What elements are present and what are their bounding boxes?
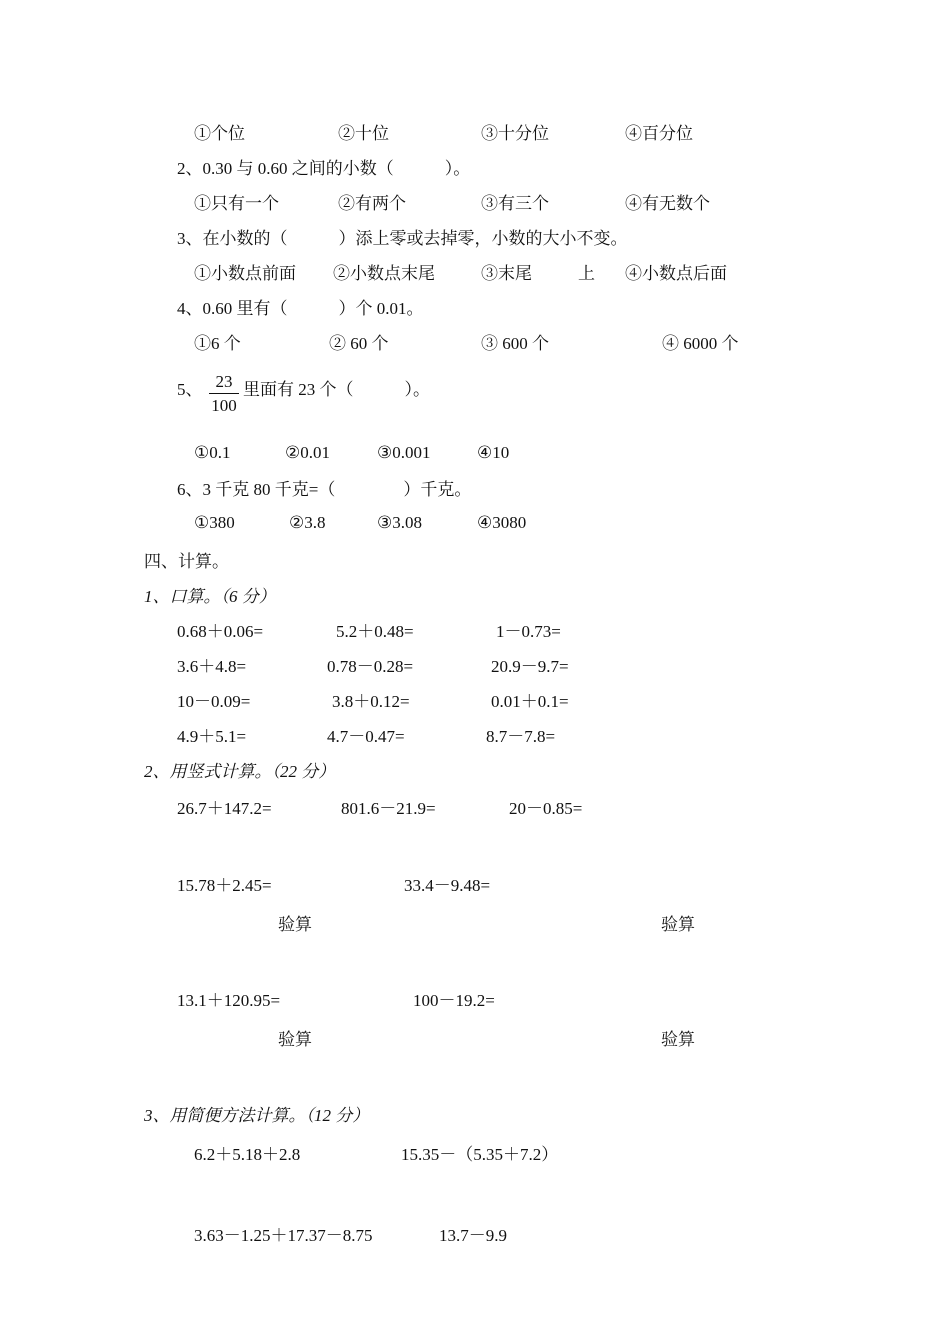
mental-problem: 0.68＋0.06= [177, 622, 264, 641]
q5-prefix: 5、 [177, 380, 203, 399]
q2-option-2: ②有两个 [338, 194, 406, 213]
q3-stray-text: 上 [578, 264, 595, 283]
q5-fraction [209, 372, 239, 416]
mental-problem: 8.7－7.8= [486, 727, 556, 746]
q2-option-4: ④有无数个 [625, 194, 710, 213]
fraction-denominator: 100 [211, 396, 237, 415]
q1-option-4: ④百分位 [625, 124, 693, 143]
q5-option-1: ①0.1 [194, 443, 231, 462]
check-label: 验算 [278, 1030, 312, 1049]
q3-option-4: ④小数点后面 [625, 264, 727, 283]
part1-title: 1、口算。（6 分） [144, 587, 276, 606]
mental-problem: 0.01＋0.1= [491, 692, 569, 711]
q5-option-4: ④10 [477, 443, 510, 462]
check-label: 验算 [278, 915, 312, 934]
q3-option-2: ②小数点末尾 [333, 264, 435, 283]
q5-option-2: ②0.01 [285, 443, 330, 462]
mental-problem: 3.8＋0.12= [332, 692, 410, 711]
part2-title: 2、用竖式计算。（22 分） [144, 762, 336, 781]
mental-problem: 3.6＋4.8= [177, 657, 247, 676]
fraction-bar [209, 393, 239, 394]
q1-option-3: ③十分位 [481, 124, 549, 143]
check-label: 验算 [661, 1030, 695, 1049]
vertical-problem: 20－0.85= [509, 799, 583, 818]
simplified-problem: 3.63－1.25＋17.37－8.75 [194, 1226, 373, 1245]
q6-option-1: ①380 [194, 513, 235, 532]
mental-problem: 4.7－0.47= [327, 727, 405, 746]
q6-option-3: ③3.08 [377, 513, 422, 532]
q4-option-3: ③ 600 个 [481, 334, 549, 353]
q6-stem: 6、3 千克 80 千克=（ ）千克。 [177, 480, 472, 499]
vertical-problem: 26.7＋147.2= [177, 799, 272, 818]
mental-problem: 4.9＋5.1= [177, 727, 247, 746]
mental-problem: 1－0.73= [496, 622, 561, 641]
q2-stem: 2、0.30 与 0.60 之间的小数（ ）。 [177, 159, 471, 178]
section-4-title: 四、计算。 [144, 552, 229, 571]
vertical-problem: 15.78＋2.45= [177, 876, 272, 895]
q6-option-2: ②3.8 [289, 513, 326, 532]
fraction-numerator: 23 [215, 372, 233, 391]
mental-problem: 5.2＋0.48= [336, 622, 414, 641]
vertical-problem: 801.6－21.9= [341, 799, 436, 818]
mental-problem: 0.78－0.28= [327, 657, 414, 676]
q3-option-1: ①小数点前面 [194, 264, 296, 283]
simplified-problem: 15.35－（5.35＋7.2） [401, 1145, 559, 1164]
vertical-problem: 33.4－9.48= [404, 876, 491, 895]
q5-option-3: ③0.001 [377, 443, 431, 462]
vertical-problem: 13.1＋120.95= [177, 991, 281, 1010]
q1-option-2: ②十位 [338, 124, 389, 143]
q2-option-1: ①只有一个 [194, 194, 279, 213]
q1-option-1: ①个位 [194, 124, 245, 143]
check-label: 验算 [661, 915, 695, 934]
mental-problem: 20.9－9.7= [491, 657, 569, 676]
q5-suffix: 里面有 23 个（ ）。 [243, 380, 430, 399]
q6-option-4: ④3080 [477, 513, 527, 532]
q2-option-3: ③有三个 [481, 194, 549, 213]
q4-option-2: ② 60 个 [329, 334, 389, 353]
mental-problem: 10－0.09= [177, 692, 251, 711]
simplified-problem: 13.7－9.9 [439, 1226, 507, 1245]
q4-option-4: ④ 6000 个 [662, 334, 739, 353]
q3-option-3: ③末尾 [481, 264, 532, 283]
vertical-problem: 100－19.2= [413, 991, 495, 1010]
q4-option-1: ①6 个 [194, 334, 241, 353]
q4-stem: 4、0.60 里有（ ）个 0.01。 [177, 299, 424, 318]
simplified-problem: 6.2＋5.18＋2.8 [194, 1145, 301, 1164]
part3-title: 3、用简便方法计算。（12 分） [144, 1106, 370, 1125]
q3-stem: 3、在小数的（ ）添上零或去掉零，小数的大小不变。 [177, 229, 628, 248]
